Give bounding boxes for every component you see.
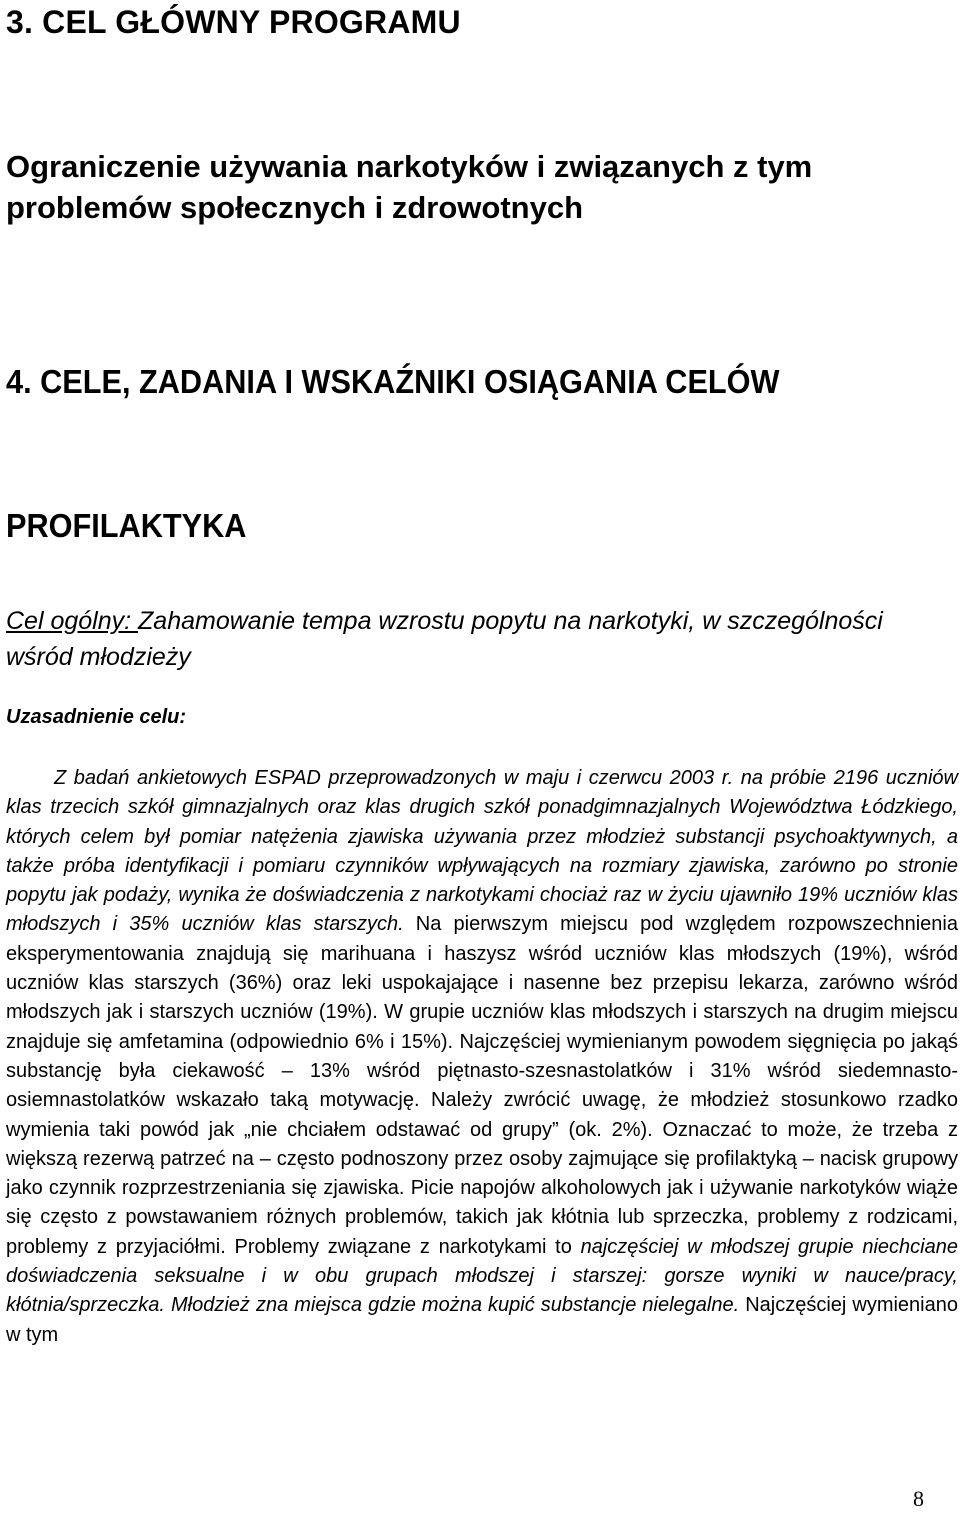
general-goal xyxy=(6,603,956,675)
justification-body xyxy=(6,764,958,1350)
body-plain-part: Na pierwszym miejscu pod względem rozpowszechnienia eksperymentowania znajdują się marihuana i haszysz wśród uczniów klas młodszych (19%), wśród uczniów klas starszych (36%) oraz leki uspokajające i nasenne bez przepisu lekarza, zarówno wśród młodszych jak i starszych uczniów (19%). W grupie uczniów klas młodszych i starszych na drugim miejscu znajduje się amfetamina (odpowiednio 6% i 15%). Najczęściej wymienianym powodem sięgnięcia po jakąś substancję była ciekawość – 13% wśród piętnasto-szesnastolatków i 31% wśród siedemnasto-osiemnastolatków wskazało taką motywację. Należy zwrócić uwagę, że młodzież stosunkowo rzadko wymienia taki powód jak „nie chciałem odstawać od grupy” (ok. 2%). Oznaczać to może, że trzeba z większą rezerwą patrzeć na – często podnoszony przez osoby zajmujące się profilaktyką – nacisk grupowy jako czynnik rozprzestrzeniania się zjawiska. Picie napojów alkoholowych jak i używanie narkotyków wiąże się często z powstawaniem różnych problemów, takich jak kłótnia lub sprzeczka, problemy z rodzicami, problemy z przyjaciółmi. Problemy związane z narkotykami to xyxy=(6,913,958,1258)
general-goal-text: Zahamowanie tempa wzrostu popytu na narkotyki, w szczególności wśród młodzieży xyxy=(6,607,883,671)
body-plain-part-2: Najczęściej wymieniano w tym xyxy=(6,1294,958,1346)
justification-label: Uzasadnienie celu: xyxy=(6,706,187,728)
body-italic-part: Z badań ankietowych ESPAD przeprowadzonych w maju i czerwcu 2003 r. na próbie 2196 uczniów klas trzecich szkół gimnazjalnych oraz klas drugich szkół ponadgimnazjalnych Województwa Łódzkiego, których celem był pomiar natężenia zjawiska używania przez młodzież substancji psychoaktywnych, a także próba identyfikacji i pomiaru czynników wpływających na rozmiary zjawiska, zarówno po stronie popytu jak podaży, wynika że doświadczenia z narkotykami chociaż raz w życiu ujawniło 19% uczniów klas młodszych i 35% uczniów klas starszych. xyxy=(6,767,958,936)
profilaktyka-heading: PROFILAKTYKA xyxy=(6,507,247,544)
section-heading-3: 3. CEL GŁÓWNY PROGRAMU xyxy=(6,4,461,40)
body-italic-part-2: najczęściej w młodszej grupie niechciane doświadczenia seksualne i w obu grupach młodszej i starszej: gorsze wyniki w nauce/pracy, kłótnia/sprzeczka. Młodzież zna miejsca gdzie można kupić substancje nielegalne. xyxy=(6,1235,958,1317)
general-goal-label: Cel ogólny: xyxy=(6,607,139,635)
main-goal-text: Ograniczenie używania narkotyków i związanych z tym problemów społecznych i zdrowotnych xyxy=(6,149,813,225)
section-heading-4: 4. CELE, ZADANIA I WSKAŹNIKI OSIĄGANIA CELÓW xyxy=(6,363,780,400)
page-number: 8 xyxy=(913,1486,924,1511)
